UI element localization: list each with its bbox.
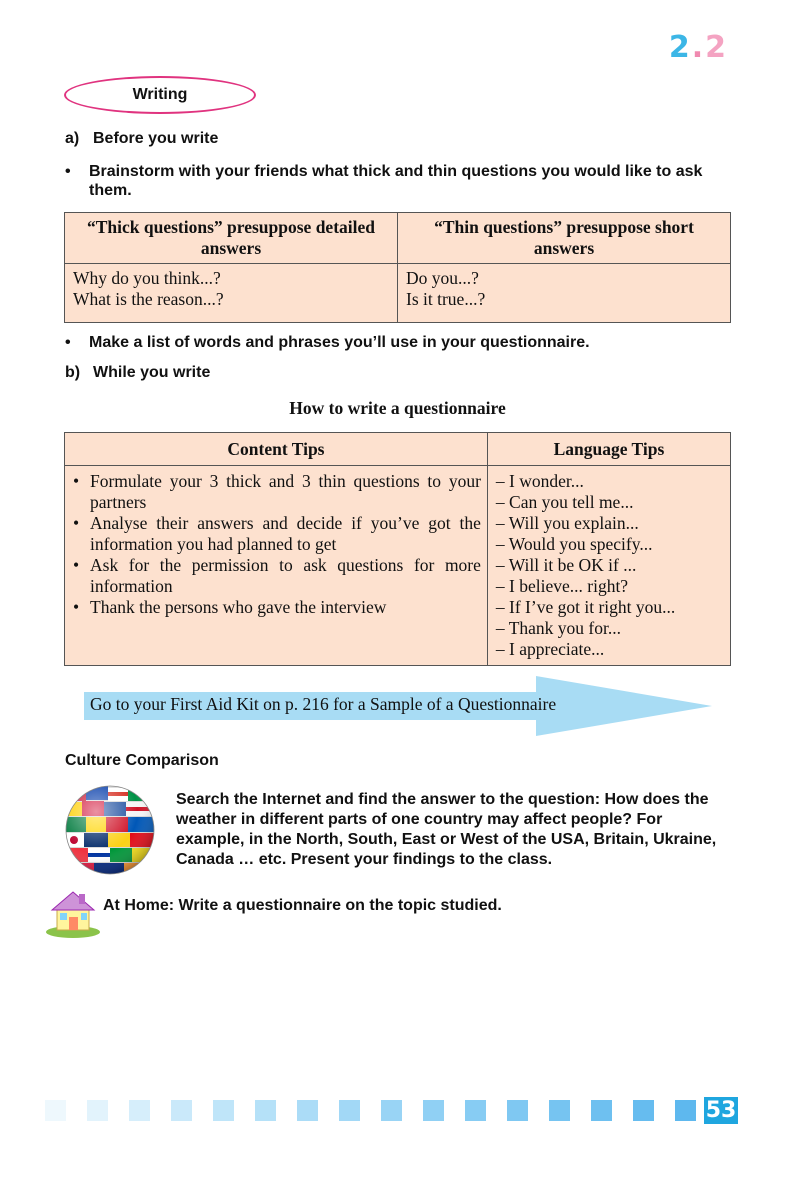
language-tip: – Thank you for...	[495, 618, 621, 638]
language-tip: – Will you explain...	[495, 513, 639, 533]
unit-number-part2: 2	[705, 30, 728, 65]
content-tip: • Thank the persons who gave the interview	[73, 597, 387, 617]
footer-square	[87, 1100, 108, 1121]
footer-square	[129, 1100, 150, 1121]
bullet-dot: •	[65, 163, 71, 180]
subheading-while	[65, 364, 210, 382]
bullet-brainstorm-text: Brainstorm with your friends what thick and thin questions you would like to ask them.	[89, 163, 703, 199]
thick-line: What is the reason...?	[73, 289, 224, 309]
footer-square	[591, 1100, 612, 1121]
thick-header: “Thick questions” presuppose detailed answers	[65, 213, 398, 264]
table-row	[65, 466, 731, 666]
footer-square	[465, 1100, 486, 1121]
house-icon	[44, 888, 102, 938]
questionnaire-caption: How to write a questionnaire	[289, 398, 506, 418]
footer-square	[171, 1100, 192, 1121]
subheading-while-letter: b)	[65, 364, 81, 381]
subheading-before-letter: a)	[65, 130, 80, 147]
globe-flags-icon	[64, 784, 156, 876]
language-tip: – If I’ve got it right you...	[495, 597, 676, 617]
page-number: 53	[705, 1098, 737, 1123]
thin-line: Is it true...?	[406, 289, 486, 309]
content-tip: • Analyse their answers and decide if you’ve got the information you had planned to get	[73, 513, 481, 554]
section-title	[64, 76, 256, 114]
thick-cell	[65, 264, 398, 323]
footer-square	[255, 1100, 276, 1121]
footer-square	[381, 1100, 402, 1121]
unit-number-part1: 2	[668, 30, 692, 65]
language-tip: – I wonder...	[495, 471, 584, 491]
language-tip: – Can you tell me...	[495, 492, 634, 512]
first-aid-kit-arrow	[84, 676, 712, 736]
footer-decoration	[0, 1100, 800, 1126]
section-title-text: Writing	[132, 86, 188, 103]
thin-cell	[398, 264, 731, 323]
bullet-brainstorm	[65, 162, 735, 200]
bullet-make-list-text: Make a list of words and phrases you’ll use in your questionnaire.	[89, 334, 590, 351]
language-tips-cell	[487, 466, 730, 666]
language-tips-header: Language Tips	[487, 433, 730, 466]
table-row	[65, 264, 731, 323]
language-tip: – I appreciate...	[495, 639, 605, 659]
footer-square	[45, 1100, 66, 1121]
subheading-before	[65, 130, 218, 148]
table-header-row	[65, 213, 731, 264]
culture-task-text: Search the Internet and find the answer to the question: How does the weather in different parts of one country may affect people? For example, in the North, South, East or West of the USA, Britain, Ukraine, Canada … etc. Present your findings to the class.	[176, 791, 717, 868]
thin-line: Do you...?	[406, 268, 479, 288]
unit-number-dot: .	[691, 30, 706, 65]
home-task: At Home: Write a questionnaire on the topic studied.	[103, 897, 502, 914]
footer-square	[549, 1100, 570, 1121]
thick-thin-table	[64, 212, 731, 323]
footer-square	[507, 1100, 528, 1121]
subheading-before-text: Before you write	[93, 130, 219, 147]
bullet-dot: •	[65, 334, 71, 351]
language-tip: – I believe... right?	[495, 576, 629, 596]
table-header-row	[65, 433, 731, 466]
content-tip: • Formulate your 3 thick and 3 thin questions to your partners	[73, 471, 481, 512]
tips-table	[64, 432, 731, 666]
bullet-make-list	[65, 333, 735, 352]
footer-square	[675, 1100, 696, 1121]
language-tip: – Would you specify...	[495, 534, 653, 554]
content-tip: • Ask for the permission to ask questions for more information	[73, 555, 481, 596]
language-tip: – Will it be OK if ...	[495, 555, 637, 575]
first-aid-kit-text: Go to your First Aid Kit on p. 216 for a Sample of a Questionnaire	[90, 694, 557, 714]
content-tips-cell	[65, 466, 488, 666]
footer-square	[339, 1100, 360, 1121]
footer-square	[297, 1100, 318, 1121]
content-tips-header: Content Tips	[65, 433, 488, 466]
thick-line: Why do you think...?	[73, 268, 221, 288]
unit-number	[669, 30, 728, 65]
footer-square	[633, 1100, 654, 1121]
footer-square	[213, 1100, 234, 1121]
culture-heading: Culture Comparison	[65, 752, 219, 769]
subheading-while-text: While you write	[93, 364, 211, 381]
thin-header: “Thin questions” presuppose short answers	[398, 213, 731, 264]
footer-square	[423, 1100, 444, 1121]
